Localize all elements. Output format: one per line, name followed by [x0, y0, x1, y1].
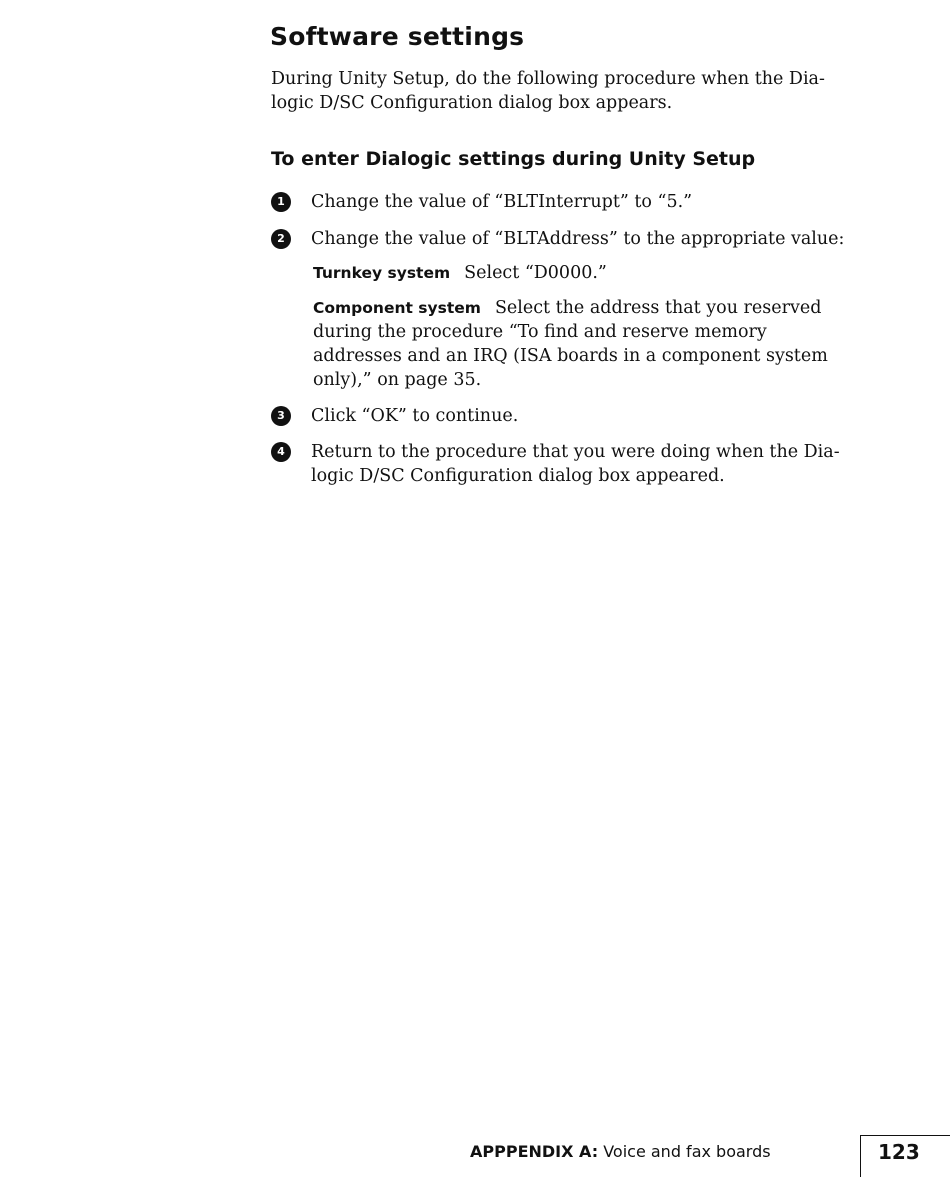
- step-1: [271, 190, 861, 214]
- page-footer: [470, 1142, 771, 1161]
- step-3: [271, 404, 861, 428]
- option-term: Turnkey system: [313, 264, 451, 282]
- option-text: Select the address that you reserved during the procedure “To find and reserve memory addresses and an IRQ (ISA boards in a component system only),” on page 35.: [313, 298, 828, 390]
- step-number-badge: 4: [271, 442, 291, 462]
- step-text: Change the value of “BLTAddress” to the appropriate value:: [311, 229, 845, 249]
- procedure-heading: To enter Dialogic settings during Unity Setup: [271, 148, 756, 170]
- step-text: Return to the procedure that you were doing when the Dia-logic D/SC Configuration dialog box appeared.: [311, 442, 840, 486]
- footer-chapter-title: Voice and fax boards: [603, 1142, 771, 1161]
- intro-paragraph: During Unity Setup, do the following procedure when the Dia-logic D/SC Configuration dialog box appears.: [271, 69, 825, 113]
- step-number-badge: 1: [271, 192, 291, 212]
- footer-appendix-label: APPPENDIX A:: [470, 1142, 599, 1161]
- section-heading: Software settings: [270, 22, 525, 51]
- step-number-badge: 3: [271, 406, 291, 426]
- page-number: 123: [878, 1140, 920, 1164]
- option-component: [313, 296, 853, 392]
- step-text: Change the value of “BLTInterrupt” to “5.”: [311, 192, 693, 212]
- step-number-badge: 2: [271, 229, 291, 249]
- step-4: [271, 440, 861, 488]
- option-term: Component system: [313, 299, 481, 317]
- option-turnkey: [313, 261, 853, 285]
- option-text: Select “D0000.”: [464, 263, 607, 283]
- step-2: [271, 227, 861, 251]
- step-text: Click “OK” to continue.: [311, 406, 519, 426]
